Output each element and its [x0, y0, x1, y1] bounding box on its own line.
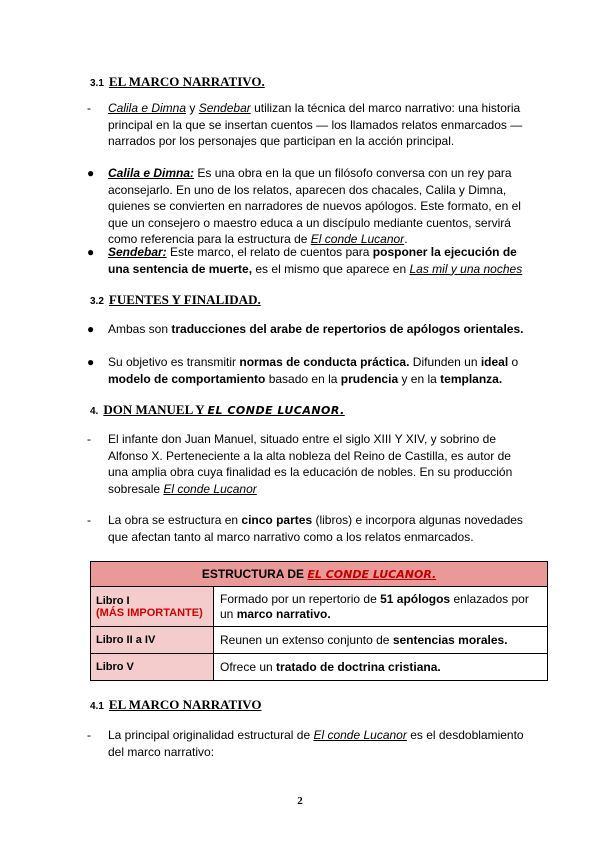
section-number: 3.1: [90, 78, 104, 89]
table-cell-description: Reunen un extenso conjunto de sentencias morales.: [214, 627, 548, 654]
table-row: [91, 587, 548, 627]
table-cell-description: Ofrece un tratado de doctrina cristiana.: [214, 654, 548, 681]
table-header-row: [91, 562, 548, 587]
section-3-2-heading: [90, 292, 261, 308]
stylized-work-title: EL CONDE LUCANOR.: [207, 404, 345, 417]
page-number: 2: [297, 795, 303, 807]
table-cell-libro: Libro I (MÁS IMPORTANTE): [91, 587, 214, 627]
work-title-lucanor: El conde Lucanor: [310, 232, 405, 246]
section-number: 3.2: [90, 296, 104, 307]
dash-marker: -: [87, 728, 91, 742]
dash-marker: -: [87, 101, 91, 115]
table-row: [91, 627, 548, 654]
paragraph-desdoblamiento: - La principal originalidad estructural de El conde Lucanor es el desdoblamiento del marco narrativo:: [87, 728, 524, 759]
bullet-marker: ●: [87, 355, 95, 369]
table-cell-description: Formado por un repertorio de 51 apólogos enlazados por un marco narrativo.: [214, 587, 548, 627]
importance-note: (MÁS IMPORTANTE): [96, 606, 203, 619]
bullet-objetivo: ● Su objetivo es transmitir normas de conducta práctica. Difunden un ideal o modelo de comportamiento basado en la prudencia y en la templanza.: [87, 355, 519, 386]
table-cell-libro: Libro II a IV: [91, 627, 214, 654]
section-3-1-heading: [90, 74, 265, 90]
table-header: ESTRUCTURA DE EL CONDE LUCANOR.: [91, 562, 548, 587]
section-number: 4.: [90, 406, 99, 417]
paragraph-don-juan-manuel: - El infante don Juan Manuel, situado entre el siglo XIII Y XIV, y sobrino de Alfonso X. Perteneciente a la alta nobleza del Reino de Castilla, es autor de una amplia obra cuya finalidad es la educación de nobles. En su producción sobresale El conde Lucanor: [87, 432, 513, 496]
table-cell-libro: Libro V: [91, 654, 214, 681]
dash-marker: -: [87, 432, 91, 446]
dash-marker: -: [87, 513, 91, 527]
work-title-calila: Calila e Dimna: [108, 101, 187, 115]
paragraph-marco-narrativo: - Calila e Dimna y Sendebar utilizan la técnica del marco narrativo: una historia principal en la que se insertan cuentos — los llamados relatos enmarcados — narrados por los personajes que participan en la acción principal.: [87, 101, 523, 148]
work-title-lucanor: El conde Lucanor: [163, 481, 257, 496]
work-title-mil-noches: Las mil y una noches: [409, 261, 523, 276]
bullet-marker: ●: [87, 245, 95, 259]
emphasis-traducciones: traducciones del arabe de repertorios de apólogos orientales.: [171, 322, 524, 336]
work-title-sendebar: Sendebar: [198, 101, 251, 115]
section-title: EL MARCO NARRATIVO.: [108, 74, 265, 89]
stylized-work-title: EL CONDE LUCANOR.: [307, 568, 437, 581]
emphasis-sentencia: posponer la ejecución de una sentencia de muerte,: [108, 245, 517, 276]
bullet-sendebar: ● Sendebar: Este marco, el relato de cuentos para posponer la ejecución de una sentencia de muerte, es el mismo que aparece en Las mil y una noches: [87, 245, 523, 276]
section-4-heading: [90, 402, 345, 418]
term-sendebar: Sendebar:: [108, 245, 167, 259]
work-title-lucanor: El conde Lucanor: [313, 728, 407, 742]
bullet-calila-e-dimna: ● Calila e Dimna: Es una obra en la que un filósofo conversa con un rey para aconsejarlo. En uno de los relatos, aparecen dos chacales, Calila y Dimna, quienes se convierten en narradores de nuevos apólogos. Este formato, en el que un consejero o maestro educa a un discípulo mediante cuentos, servirá como referencia para la estructura de El conde Lucanor.: [87, 166, 521, 246]
paragraph-estructura: - La obra se estructura en cinco partes (libros) e incorpora algunas novedades que afectan tanto al marco narrativo como a los relatos enmarcados.: [87, 513, 523, 544]
section-title: DON MANUEL Y: [103, 402, 208, 417]
bullet-marker: ●: [87, 322, 95, 336]
section-number: 4.1: [90, 701, 104, 712]
bullet-marker: ●: [87, 166, 95, 180]
structure-table: [90, 561, 548, 681]
emphasis-cinco-partes: cinco partes: [241, 513, 313, 527]
section-4-1-heading: [90, 697, 262, 713]
bullet-traducciones: ● Ambas son traducciones del arabe de repertorios de apólogos orientales.: [87, 322, 524, 336]
term-calila: Calila e Dimna:: [108, 166, 195, 180]
section-title: FUENTES Y FINALIDAD.: [108, 292, 261, 307]
table-row: [91, 654, 548, 681]
section-title: EL MARCO NARRATIVO: [108, 697, 262, 712]
